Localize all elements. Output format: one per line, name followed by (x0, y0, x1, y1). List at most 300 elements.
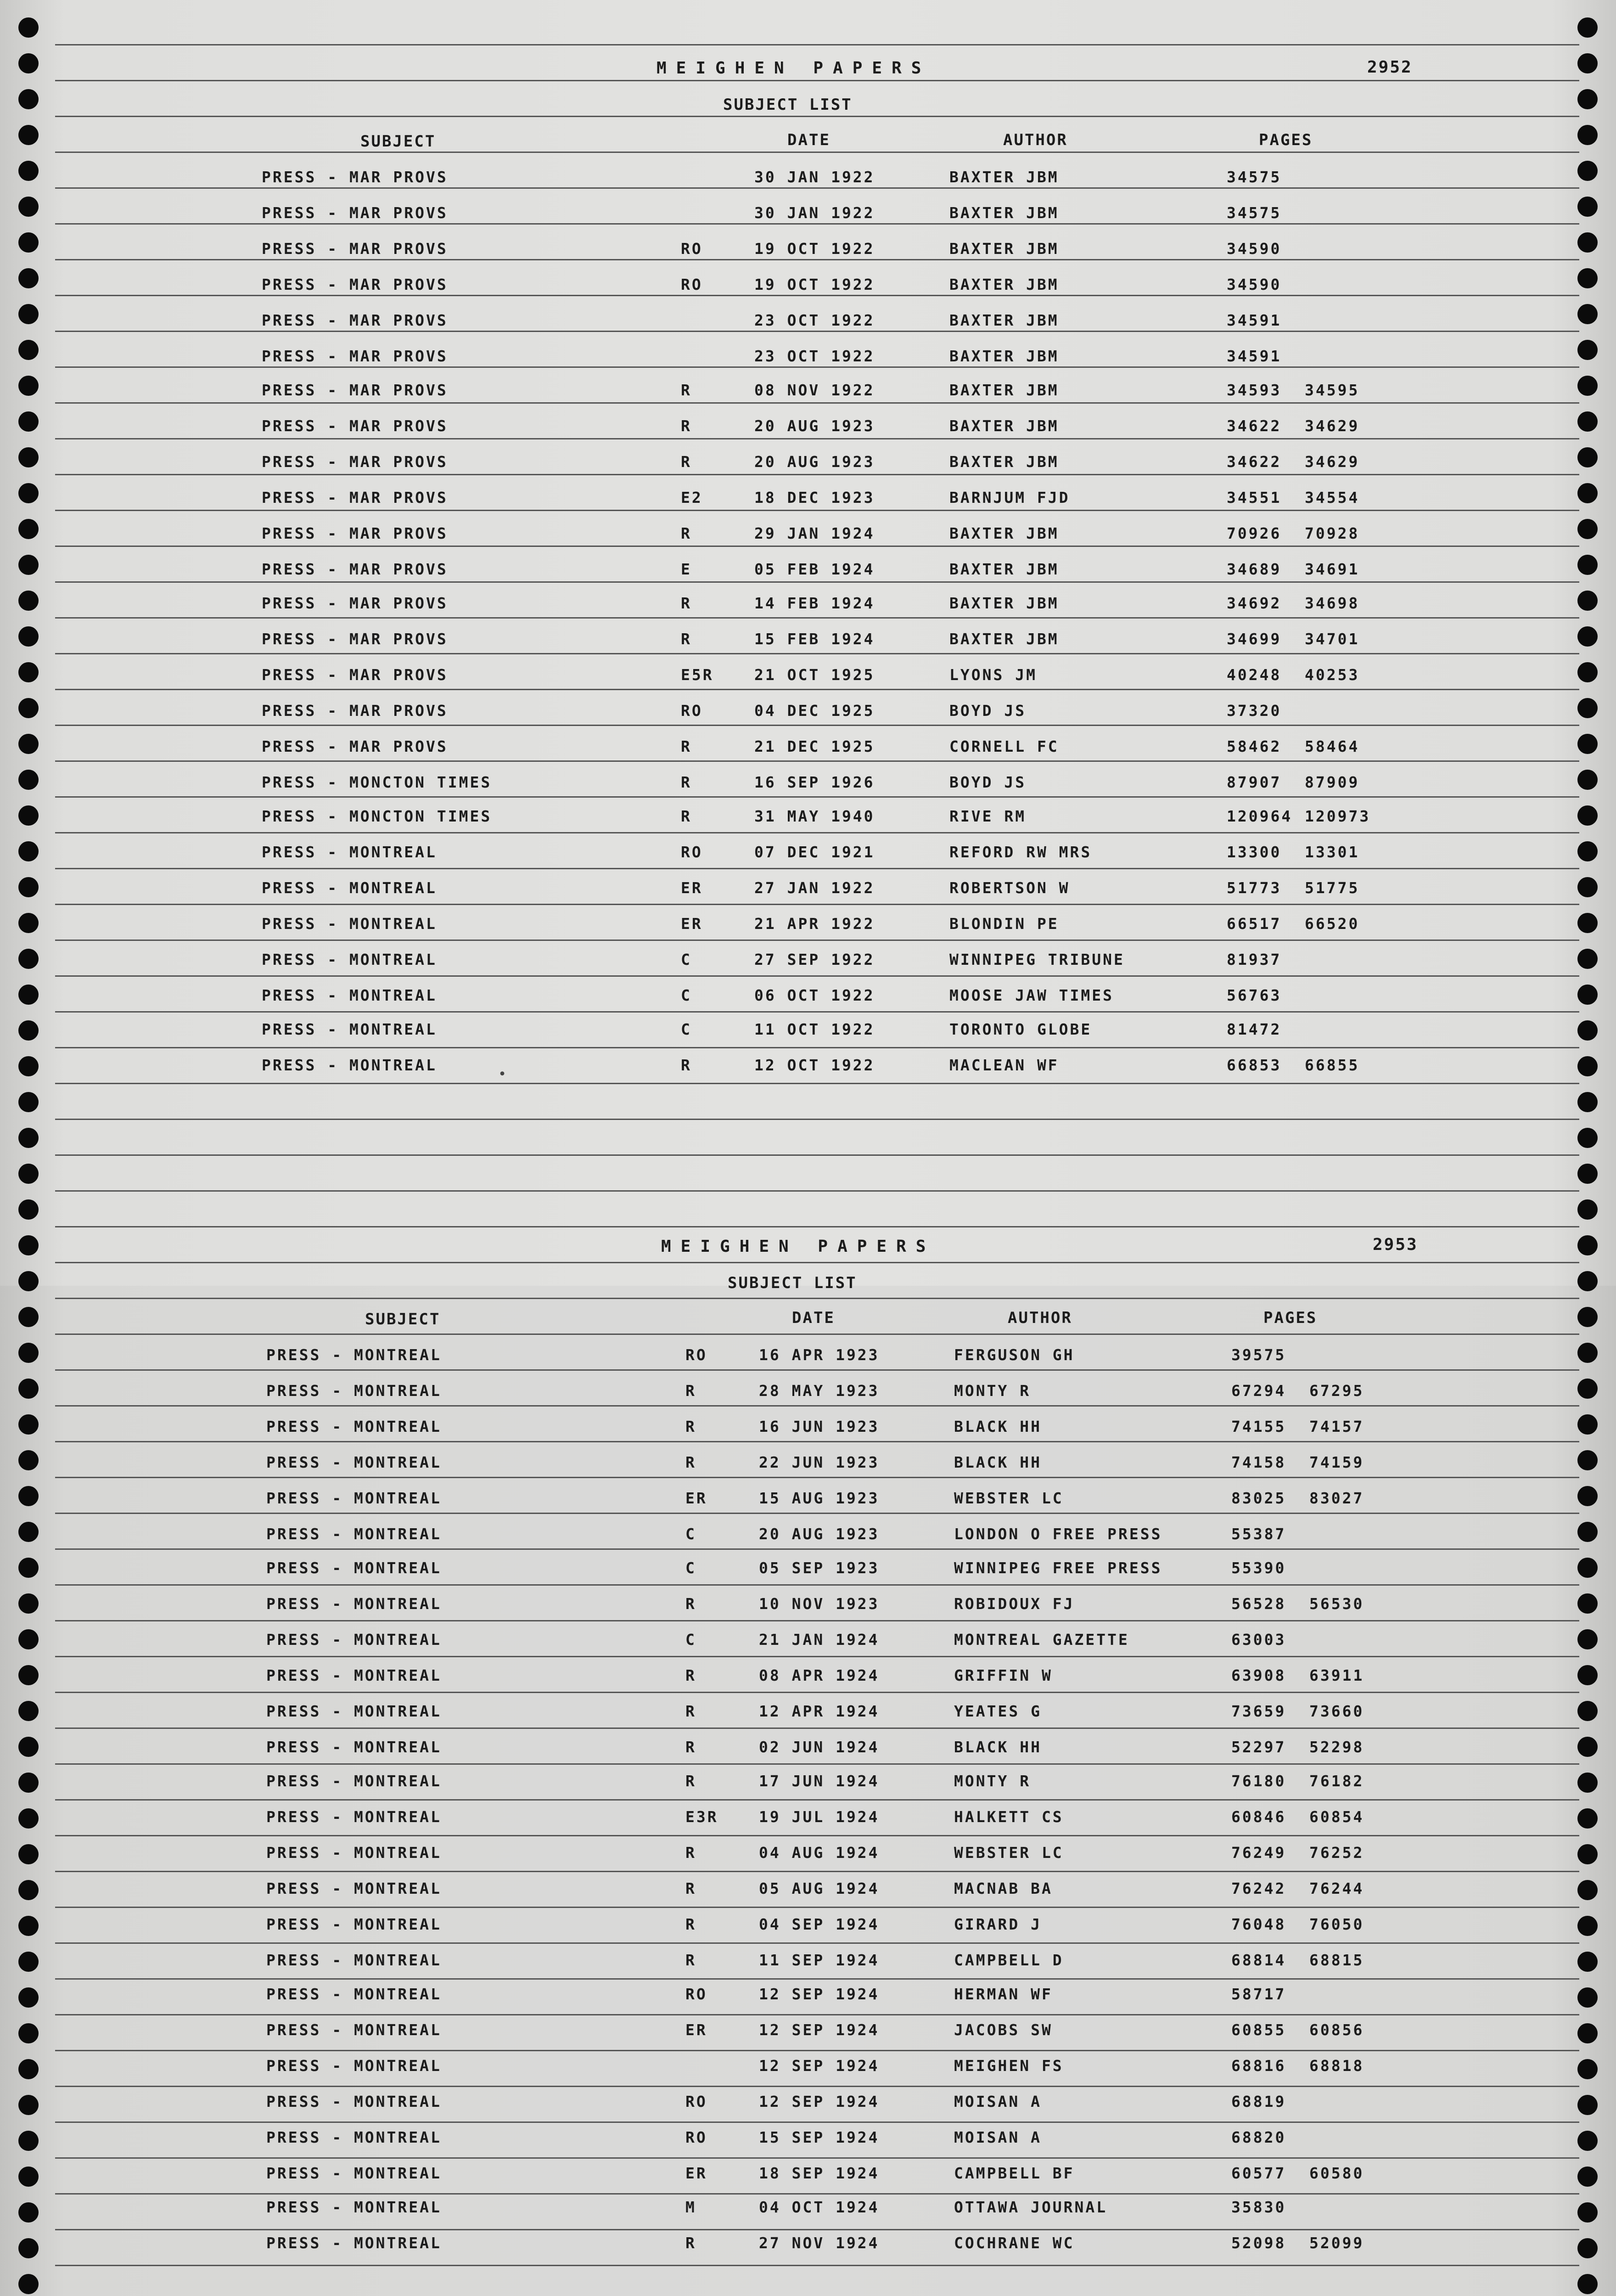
date-cell: 12 APR 1924 (759, 1702, 880, 1720)
subject-cell: PRESS - MONTREAL (266, 1453, 442, 1471)
date-cell: 28 MAY 1923 (759, 1382, 880, 1400)
author-cell: BOYD JS (949, 773, 1027, 791)
author-cell: BLACK HH (954, 1738, 1042, 1756)
page-to-cell: 60856 (1309, 2021, 1364, 2039)
page-to-cell: 52298 (1309, 1738, 1364, 1756)
page-from-cell: 34591 (1227, 347, 1282, 365)
author-cell: ROBIDOUX FJ (954, 1595, 1075, 1613)
table-row (0, 594, 1616, 630)
page-from-cell: 66517 (1227, 915, 1282, 933)
date-cell: 04 OCT 1924 (759, 2198, 880, 2216)
page-from-cell: 52098 (1231, 2234, 1286, 2252)
table-row (5, 1453, 1616, 1489)
date-cell: 22 JUN 1923 (759, 1453, 880, 1471)
page-from-cell: 68816 (1231, 2057, 1286, 2075)
author-cell: JACOBS SW (954, 2021, 1053, 2039)
date-cell: 04 SEP 1924 (759, 1915, 880, 1933)
page-title: MEIGHEN PAPERS (661, 1237, 936, 1256)
header-pages: PAGES (1259, 131, 1313, 149)
subject-cell: PRESS - MONTREAL (266, 1666, 442, 1684)
feed-hole (1577, 125, 1598, 145)
author-cell: BAXTER JBM (949, 204, 1059, 222)
author-cell: OTTAWA JOURNAL (954, 2198, 1108, 2216)
table-row (0, 1056, 1616, 1092)
author-cell: WINNIPEG FREE PRESS (954, 1559, 1162, 1577)
page-from-cell: 34689 (1227, 560, 1282, 578)
subject-cell: PRESS - MONTREAL (266, 1738, 442, 1756)
page-from-cell: 68819 (1231, 2093, 1286, 2110)
author-cell: BAXTER JBM (949, 347, 1059, 365)
code-cell: C (681, 1020, 692, 1038)
header-author: AUTHOR (1003, 131, 1068, 149)
ink-mark: • (498, 1066, 507, 1082)
code-cell: R (681, 453, 692, 471)
ruled-line (55, 80, 1579, 81)
subject-cell: PRESS - MAR PROVS (262, 666, 448, 684)
page-to-cell: 70928 (1305, 524, 1360, 542)
author-cell: TORONTO GLOBE (949, 1020, 1092, 1038)
date-cell: 30 JAN 1922 (754, 204, 875, 222)
code-cell: R (685, 1772, 696, 1790)
author-cell: MONTY R (954, 1382, 1031, 1400)
author-cell: WEBSTER LC (954, 1489, 1064, 1507)
subject-cell: PRESS - MAR PROVS (262, 381, 448, 399)
table-row (5, 1951, 1616, 1987)
page-from-cell: 34575 (1227, 204, 1282, 222)
subject-cell: PRESS - MAR PROVS (262, 702, 448, 720)
feed-hole (18, 1235, 39, 1255)
feed-hole (18, 1092, 39, 1112)
subject-cell: PRESS - MONTREAL (266, 2198, 442, 2216)
page-from-cell: 68814 (1231, 1951, 1286, 1969)
table-row (0, 843, 1616, 879)
date-cell: 12 SEP 1924 (759, 1985, 880, 2003)
table-row (5, 1772, 1616, 1808)
date-cell: 15 AUG 1923 (759, 1489, 880, 1507)
ruled-line (55, 1154, 1579, 1156)
subject-cell: PRESS - MONTREAL (266, 1808, 442, 1826)
page-from-cell: 55390 (1231, 1559, 1286, 1577)
page-to-cell: 74159 (1309, 1453, 1364, 1471)
page-from-cell: 35830 (1231, 2198, 1286, 2216)
code-cell: R (681, 1056, 692, 1074)
page-from-cell: 60855 (1231, 2021, 1286, 2039)
table-row (5, 1631, 1616, 1666)
page-to-cell: 34691 (1305, 560, 1360, 578)
date-cell: 19 OCT 1922 (754, 240, 875, 258)
page-to-cell: 66520 (1305, 915, 1360, 933)
page-number: 2953 (1373, 1235, 1418, 1254)
author-cell: BAXTER JBM (949, 524, 1059, 542)
ruled-line (55, 1262, 1579, 1263)
table-row (0, 807, 1616, 843)
author-cell: HERMAN WF (954, 1985, 1053, 2003)
code-cell: E2 (681, 489, 703, 506)
author-cell: MEIGHEN FS (954, 2057, 1064, 2075)
subject-cell: PRESS - MAR PROVS (262, 204, 448, 222)
subject-cell: PRESS - MONCTON TIMES (262, 807, 492, 825)
table-row (0, 347, 1616, 383)
table-row (5, 1985, 1616, 2021)
date-cell: 21 DEC 1925 (754, 737, 875, 755)
page-from-cell: 37320 (1227, 702, 1282, 720)
table-row (0, 915, 1616, 951)
code-cell: ER (681, 915, 703, 933)
code-cell: RO (681, 240, 703, 258)
code-cell: R (685, 2234, 696, 2252)
page-from-cell: 83025 (1231, 1489, 1286, 1507)
code-cell: E5R (681, 666, 714, 684)
subject-cell: PRESS - MONTREAL (266, 2057, 442, 2075)
date-cell: 11 SEP 1924 (759, 1951, 880, 1969)
author-cell: MONTY R (954, 1772, 1031, 1790)
table-row (0, 737, 1616, 773)
author-cell: GRIFFIN W (954, 1666, 1053, 1684)
code-cell: R (681, 594, 692, 612)
feed-hole (18, 89, 39, 109)
subject-cell: PRESS - MONTREAL (266, 1489, 442, 1507)
code-cell: RO (685, 2128, 707, 2146)
code-cell: ER (681, 879, 703, 897)
page-from-cell: 34699 (1227, 630, 1282, 648)
code-cell: R (685, 1595, 696, 1613)
list-title: SUBJECT LIST (728, 1274, 857, 1292)
subject-cell: PRESS - MAR PROVS (262, 594, 448, 612)
page-to-cell: 76050 (1309, 1915, 1364, 1933)
table-row (5, 1525, 1616, 1561)
page-to-cell: 51775 (1305, 879, 1360, 897)
author-cell: BOYD JS (949, 702, 1027, 720)
page-from-cell: 87907 (1227, 773, 1282, 791)
table-row (5, 1915, 1616, 1951)
page-from-cell: 76048 (1231, 1915, 1286, 1933)
date-cell: 05 SEP 1923 (759, 1559, 880, 1577)
date-cell: 18 SEP 1924 (759, 2164, 880, 2182)
table-row (5, 2234, 1616, 2270)
page-to-cell: 66855 (1305, 1056, 1360, 1074)
date-cell: 18 DEC 1923 (754, 489, 875, 506)
table-row (5, 1808, 1616, 1844)
author-cell: CAMPBELL BF (954, 2164, 1075, 2182)
subject-cell: PRESS - MAR PROVS (262, 560, 448, 578)
subject-cell: PRESS - MAR PROVS (262, 489, 448, 506)
ruled-line (55, 1298, 1579, 1299)
author-cell: MOISAN A (954, 2093, 1042, 2110)
table-row (0, 951, 1616, 986)
date-cell: 12 SEP 1924 (759, 2021, 880, 2039)
date-cell: 21 OCT 1925 (754, 666, 875, 684)
table-row (5, 1559, 1616, 1595)
table-row (5, 1489, 1616, 1525)
table-row (0, 524, 1616, 560)
page-from-cell: 39575 (1231, 1346, 1286, 1364)
page-to-cell: 76252 (1309, 1844, 1364, 1862)
list-title: SUBJECT LIST (723, 96, 853, 114)
page-number: 2952 (1367, 58, 1413, 77)
page-to-cell: 68815 (1309, 1951, 1364, 1969)
table-row (0, 879, 1616, 915)
author-cell: RIVE RM (949, 807, 1027, 825)
author-cell: BLONDIN PE (949, 915, 1059, 933)
feed-hole (18, 53, 39, 73)
feed-hole (18, 125, 39, 145)
author-cell: LONDON O FREE PRESS (954, 1525, 1162, 1543)
date-cell: 11 OCT 1922 (754, 1020, 875, 1038)
code-cell: RO (681, 843, 703, 861)
code-cell: C (681, 951, 692, 968)
code-cell: R (685, 1738, 696, 1756)
table-row (0, 630, 1616, 666)
date-cell: 10 NOV 1923 (759, 1595, 880, 1613)
table-row (0, 453, 1616, 489)
code-cell: R (685, 1666, 696, 1684)
table-row (5, 1738, 1616, 1774)
author-cell: BAXTER JBM (949, 240, 1059, 258)
page-to-cell: 34629 (1305, 417, 1360, 435)
page-from-cell: 34622 (1227, 453, 1282, 471)
table-row (0, 702, 1616, 737)
page-to-cell: 76244 (1309, 1880, 1364, 1897)
date-cell: 05 AUG 1924 (759, 1880, 880, 1897)
date-cell: 12 SEP 1924 (759, 2057, 880, 2075)
date-cell: 29 JAN 1924 (754, 524, 875, 542)
header-date: DATE (787, 131, 830, 149)
page-from-cell: 34692 (1227, 594, 1282, 612)
author-cell: FERGUSON GH (954, 1346, 1075, 1364)
page-from-cell: 56528 (1231, 1595, 1286, 1613)
author-cell: WEBSTER LC (954, 1844, 1064, 1862)
page-to-cell: 60580 (1309, 2164, 1364, 2182)
page-to-cell: 34554 (1305, 489, 1360, 506)
code-cell: E (681, 560, 692, 578)
feed-hole (18, 17, 39, 38)
author-cell: BAXTER JBM (949, 311, 1059, 329)
page-to-cell: 76182 (1309, 1772, 1364, 1790)
feed-hole (1577, 1092, 1598, 1112)
header-subject: SUBJECT (365, 1310, 441, 1328)
date-cell: 19 JUL 1924 (759, 1808, 880, 1826)
page-from-cell: 34575 (1227, 168, 1282, 186)
page-to-cell: 56530 (1309, 1595, 1364, 1613)
table-row (0, 311, 1616, 347)
feed-hole (1577, 2274, 1598, 2294)
subject-cell: PRESS - MONTREAL (262, 1056, 437, 1074)
page-from-cell: 81472 (1227, 1020, 1282, 1038)
page-from-cell: 120964 (1227, 807, 1293, 825)
code-cell: R (681, 773, 692, 791)
page-from-cell: 76249 (1231, 1844, 1286, 1862)
subject-cell: PRESS - MAR PROVS (262, 737, 448, 755)
code-cell: E3R (685, 1808, 718, 1826)
page-from-cell: 58462 (1227, 737, 1282, 755)
page-to-cell: 60854 (1309, 1808, 1364, 1826)
subject-cell: PRESS - MONTREAL (266, 1951, 442, 1969)
table-row (5, 2164, 1616, 2200)
page-to-cell: 34701 (1305, 630, 1360, 648)
page-to-cell: 34698 (1305, 594, 1360, 612)
code-cell: ER (685, 2164, 707, 2182)
table-row (5, 1880, 1616, 1915)
date-cell: 20 AUG 1923 (754, 453, 875, 471)
page-from-cell: 73659 (1231, 1702, 1286, 1720)
code-cell: RO (685, 2093, 707, 2110)
ruled-line (55, 152, 1579, 153)
page-from-cell: 81937 (1227, 951, 1282, 968)
ruled-line (55, 1119, 1579, 1120)
code-cell: R (685, 1915, 696, 1933)
subject-cell: PRESS - MAR PROVS (262, 630, 448, 648)
table-row (0, 276, 1616, 311)
subject-cell: PRESS - MAR PROVS (262, 453, 448, 471)
subject-cell: PRESS - MONTREAL (266, 1382, 442, 1400)
code-cell: RO (685, 1985, 707, 2003)
table-row (0, 666, 1616, 702)
page-from-cell: 70926 (1227, 524, 1282, 542)
table-row (5, 1844, 1616, 1880)
author-cell: BAXTER JBM (949, 168, 1059, 186)
table-row (0, 1020, 1616, 1056)
author-cell: BAXTER JBM (949, 630, 1059, 648)
subject-cell: PRESS - MONTREAL (266, 1702, 442, 1720)
page-from-cell: 34551 (1227, 489, 1282, 506)
author-cell: YEATES G (954, 1702, 1042, 1720)
table-row (0, 986, 1616, 1022)
author-cell: MOISAN A (954, 2128, 1042, 2146)
code-cell: R (685, 1951, 696, 1969)
code-cell: M (685, 2198, 696, 2216)
subject-cell: PRESS - MONTREAL (266, 1915, 442, 1933)
table-row (0, 381, 1616, 417)
table-row (5, 2128, 1616, 2164)
date-cell: 21 JAN 1924 (759, 1631, 880, 1649)
page-from-cell: 34590 (1227, 240, 1282, 258)
code-cell: R (685, 1880, 696, 1897)
subject-cell: PRESS - MONTREAL (266, 1631, 442, 1649)
subject-cell: PRESS - MONTREAL (266, 2164, 442, 2182)
page-from-cell: 34593 (1227, 381, 1282, 399)
date-cell: 14 FEB 1924 (754, 594, 875, 612)
code-cell: R (681, 737, 692, 755)
table-row (5, 2198, 1616, 2234)
date-cell: 16 SEP 1926 (754, 773, 875, 791)
date-cell: 04 AUG 1924 (759, 1844, 880, 1862)
feed-hole (1577, 1164, 1598, 1184)
ruled-line (55, 116, 1579, 117)
code-cell: R (681, 630, 692, 648)
page-to-cell: 34629 (1305, 453, 1360, 471)
subject-cell: PRESS - MAR PROVS (262, 417, 448, 435)
page-from-cell: 67294 (1231, 1382, 1286, 1400)
page-from-cell: 74155 (1231, 1418, 1286, 1435)
code-cell: ER (685, 1489, 707, 1507)
feed-hole (18, 1128, 39, 1148)
page-to-cell: 74157 (1309, 1418, 1364, 1435)
code-cell: R (685, 1453, 696, 1471)
date-cell: 27 NOV 1924 (759, 2234, 880, 2252)
header-pages: PAGES (1263, 1309, 1318, 1327)
subject-cell: PRESS - MAR PROVS (262, 276, 448, 293)
subject-cell: PRESS - MAR PROVS (262, 240, 448, 258)
date-cell: 12 SEP 1924 (759, 2093, 880, 2110)
subject-cell: PRESS - MONTREAL (266, 2021, 442, 2039)
code-cell: R (685, 1844, 696, 1862)
date-cell: 08 APR 1924 (759, 1666, 880, 1684)
table-row (0, 168, 1616, 204)
feed-hole (1577, 17, 1598, 38)
author-cell: HALKETT CS (954, 1808, 1064, 1826)
date-cell: 31 MAY 1940 (754, 807, 875, 825)
author-cell: CAMPBELL D (954, 1951, 1064, 1969)
page-from-cell: 63003 (1231, 1631, 1286, 1649)
page-to-cell: 120973 (1305, 807, 1371, 825)
page-from-cell: 60577 (1231, 2164, 1286, 2182)
code-cell: RO (685, 1346, 707, 1364)
author-cell: BAXTER JBM (949, 417, 1059, 435)
date-cell: 02 JUN 1924 (759, 1738, 880, 1756)
code-cell: R (685, 1418, 696, 1435)
page-to-cell: 73660 (1309, 1702, 1364, 1720)
feed-hole (1577, 1307, 1598, 1327)
author-cell: MOOSE JAW TIMES (949, 986, 1114, 1004)
table-row (0, 204, 1616, 240)
date-cell: 27 JAN 1922 (754, 879, 875, 897)
author-cell: BLACK HH (954, 1418, 1042, 1435)
subject-cell: PRESS - MONTREAL (266, 1559, 442, 1577)
subject-cell: PRESS - MONCTON TIMES (262, 773, 492, 791)
page-from-cell: 68820 (1231, 2128, 1286, 2146)
subject-cell: PRESS - MAR PROVS (262, 524, 448, 542)
feed-hole (1577, 1271, 1598, 1291)
author-cell: COCHRANE WC (954, 2234, 1075, 2252)
page-from-cell: 13300 (1227, 843, 1282, 861)
subject-cell: PRESS - MONTREAL (266, 1880, 442, 1897)
page-from-cell: 34590 (1227, 276, 1282, 293)
page-from-cell: 34591 (1227, 311, 1282, 329)
feed-hole (18, 1307, 39, 1327)
table-row (5, 1666, 1616, 1702)
table-row (5, 2093, 1616, 2128)
feed-hole (1577, 1128, 1598, 1148)
date-cell: 27 SEP 1922 (754, 951, 875, 968)
subject-cell: PRESS - MAR PROVS (262, 311, 448, 329)
author-cell: MACNAB BA (954, 1880, 1053, 1897)
page-from-cell: 56763 (1227, 986, 1282, 1004)
author-cell: BAXTER JBM (949, 453, 1059, 471)
date-cell: 12 OCT 1922 (754, 1056, 875, 1074)
author-cell: BAXTER JBM (949, 276, 1059, 293)
date-cell: 06 OCT 1922 (754, 986, 875, 1004)
date-cell: 15 FEB 1924 (754, 630, 875, 648)
subject-cell: PRESS - MONTREAL (262, 986, 437, 1004)
author-cell: BAXTER JBM (949, 594, 1059, 612)
author-cell: BARNJUM FJD (949, 489, 1070, 506)
table-row (0, 489, 1616, 524)
code-cell: R (685, 1702, 696, 1720)
feed-hole (18, 1271, 39, 1291)
author-cell: MONTREAL GAZETTE (954, 1631, 1129, 1649)
table-row (0, 240, 1616, 276)
date-cell: 15 SEP 1924 (759, 2128, 880, 2146)
date-cell: 19 OCT 1922 (754, 276, 875, 293)
feed-hole (1577, 1199, 1598, 1220)
subject-cell: PRESS - MONTREAL (266, 2128, 442, 2146)
subject-cell: PRESS - MONTREAL (262, 843, 437, 861)
code-cell: RO (681, 702, 703, 720)
subject-cell: PRESS - MONTREAL (266, 2093, 442, 2110)
subject-cell: PRESS - MONTREAL (262, 1020, 437, 1038)
page-from-cell: 60846 (1231, 1808, 1286, 1826)
author-cell: MACLEAN WF (949, 1056, 1059, 1074)
